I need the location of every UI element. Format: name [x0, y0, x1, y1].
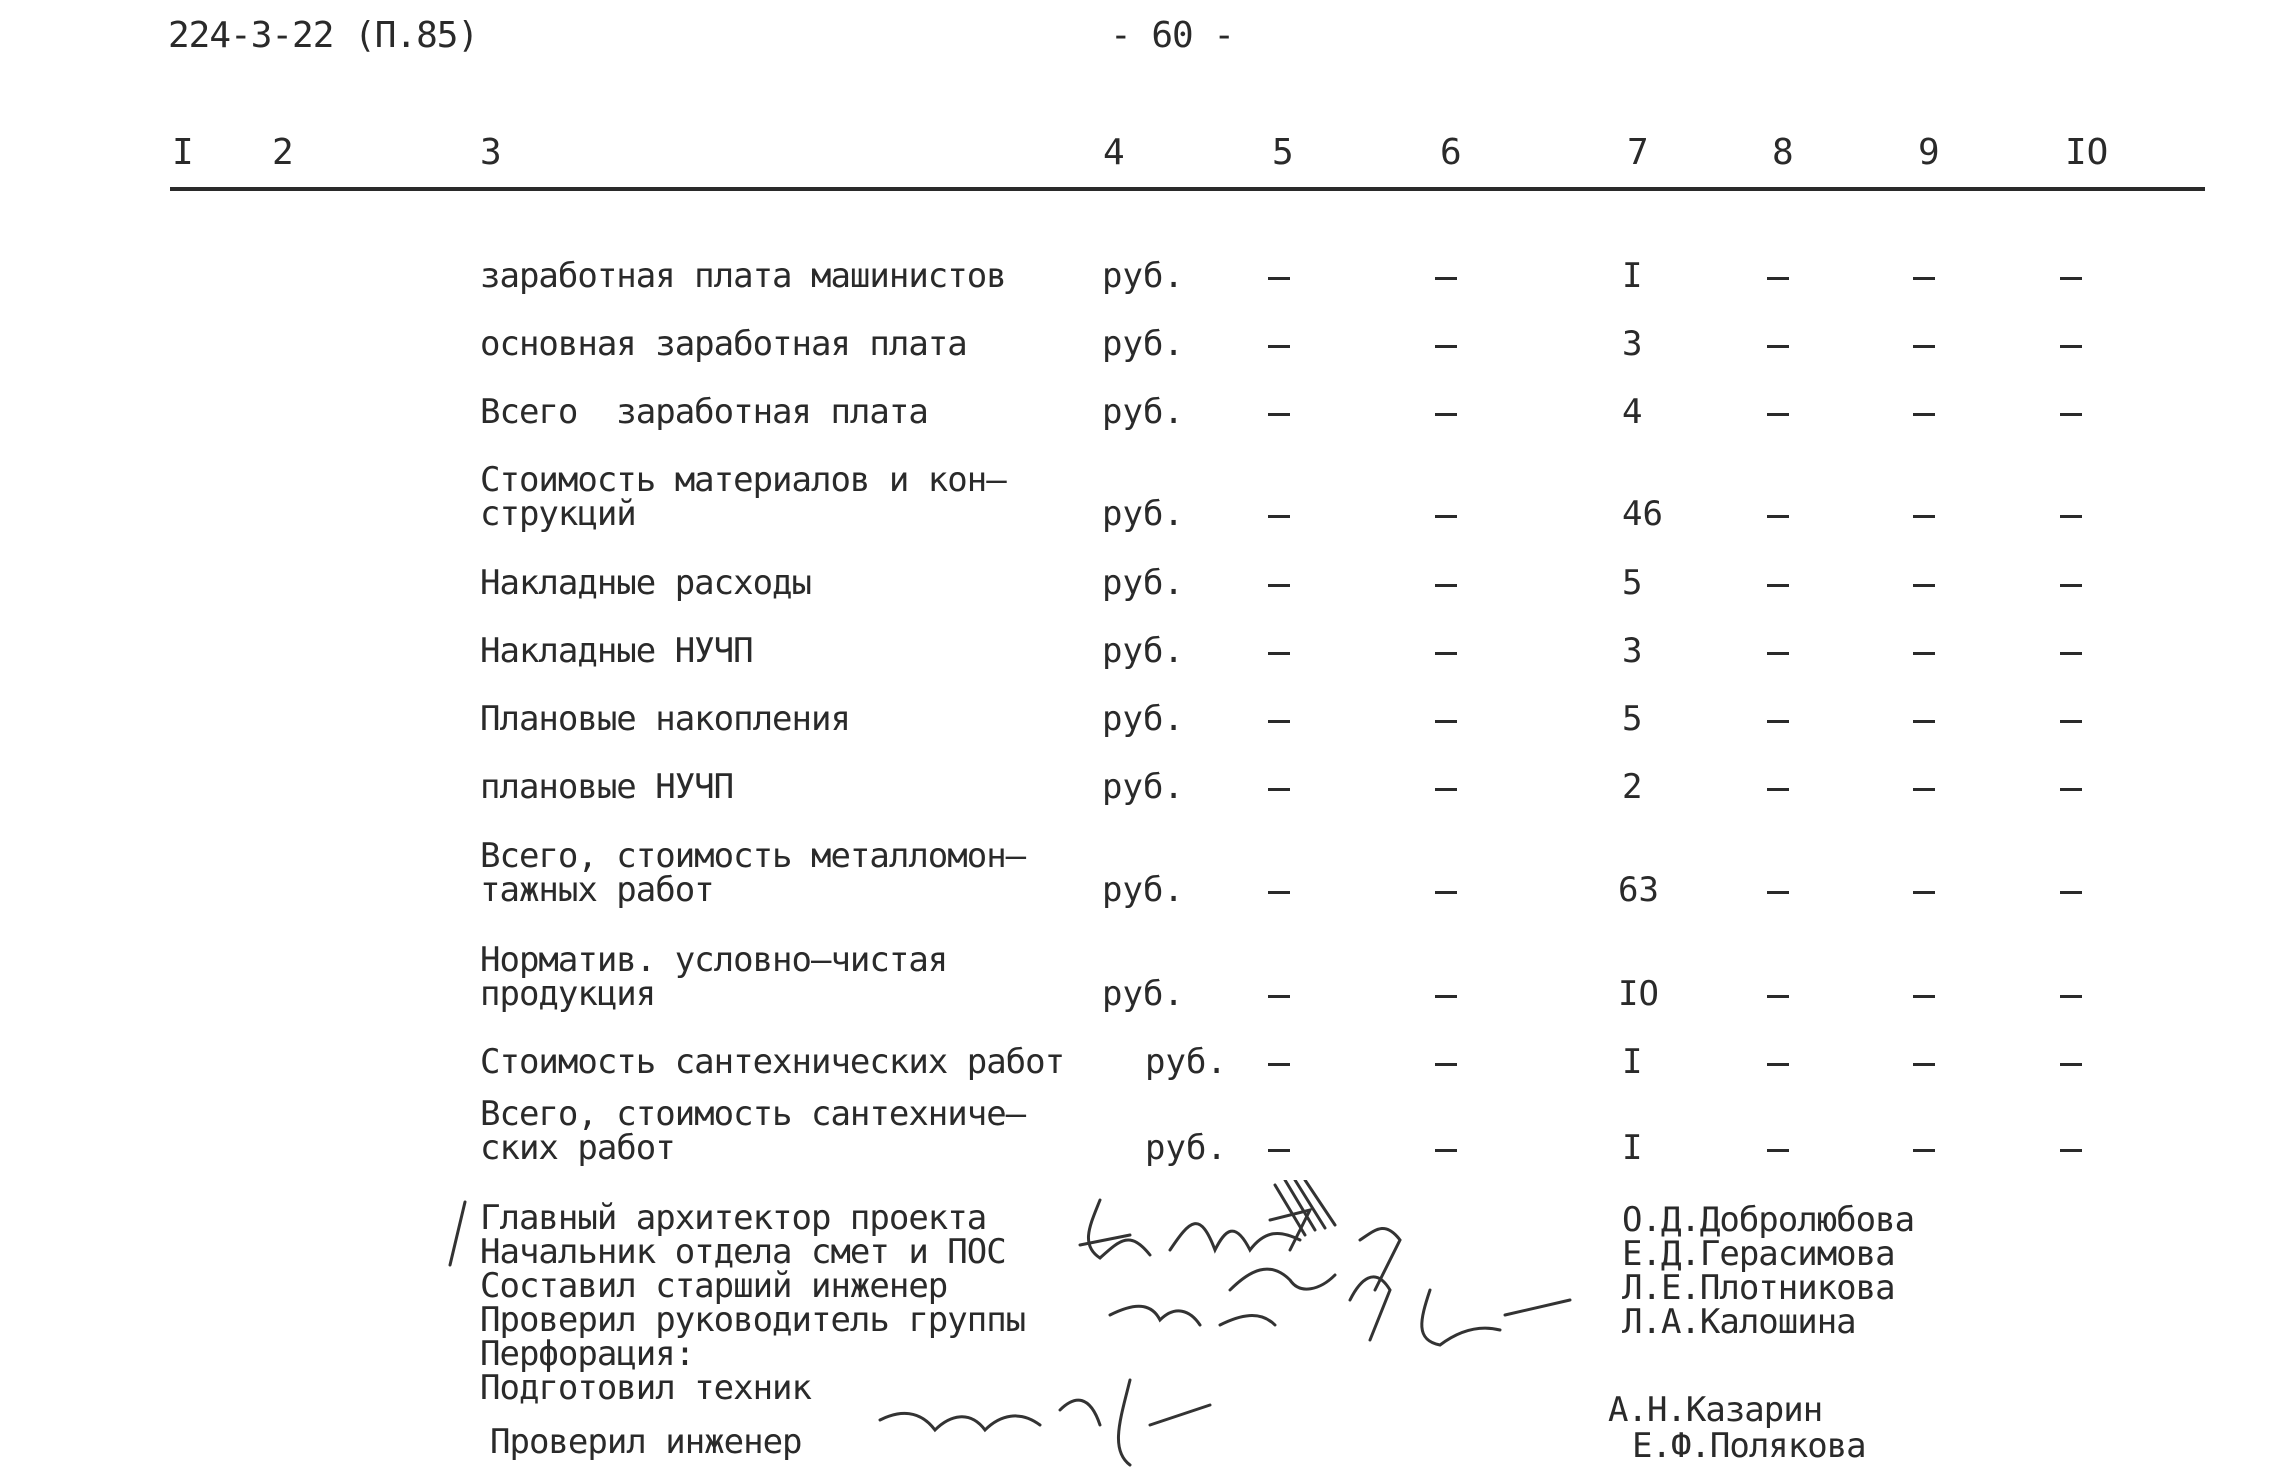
column-number-1: I [172, 132, 194, 173]
row-dash-col5 [1268, 788, 1290, 791]
row-dash-col10 [2060, 1149, 2082, 1152]
column-number-5: 5 [1272, 132, 1294, 173]
row-dash-col10 [2060, 995, 2082, 998]
row-dash-col8 [1767, 277, 1789, 280]
column-number-8: 8 [1772, 132, 1794, 173]
row-unit: руб. [1145, 1042, 1227, 1082]
signatory-name: А.Н.Казарин [1608, 1390, 1823, 1430]
row-name-line: Всего, стоимость сантехниче– [480, 1094, 1026, 1134]
row-name-line: Стоимость сантехнических работ [480, 1042, 1065, 1082]
row-dash-col9 [1913, 1063, 1935, 1066]
row-dash-col10 [2060, 345, 2082, 348]
signature-role: Подготовил техник [480, 1368, 811, 1408]
row-dash-col10 [2060, 891, 2082, 894]
row-unit: руб. [1102, 631, 1184, 671]
row-value-col7: 63 [1618, 870, 1659, 910]
row-dash-col6 [1435, 584, 1457, 587]
document-code: 224-3-22 (П.85) [168, 15, 479, 56]
row-name-line: Стоимость материалов и кон– [480, 460, 1006, 500]
row-dash-col8 [1767, 1063, 1789, 1066]
row-dash-col6 [1435, 891, 1457, 894]
row-dash-col10 [2060, 584, 2082, 587]
row-dash-col6 [1435, 995, 1457, 998]
row-name-line: ских работ [480, 1128, 675, 1168]
row-name-line: струкций [480, 494, 636, 534]
row-value-col7: 2 [1622, 767, 1643, 807]
handwritten-signatures [430, 1180, 1630, 1468]
row-value-col7: 3 [1622, 631, 1643, 671]
signature-role: Составил старший инженер [480, 1266, 948, 1306]
row-value-col7: 5 [1622, 699, 1643, 739]
row-dash-col6 [1435, 345, 1457, 348]
row-unit: руб. [1102, 974, 1184, 1014]
row-dash-col9 [1913, 515, 1935, 518]
row-unit: руб. [1102, 870, 1184, 910]
row-name-line: основная заработная плата [480, 324, 967, 364]
row-dash-col6 [1435, 652, 1457, 655]
row-dash-col8 [1767, 652, 1789, 655]
row-dash-col8 [1767, 1149, 1789, 1152]
signature-role: Начальник отдела смет и ПОС [480, 1232, 1006, 1272]
row-dash-col5 [1268, 652, 1290, 655]
row-dash-col6 [1435, 788, 1457, 791]
row-dash-col6 [1435, 277, 1457, 280]
column-number-6: 6 [1440, 132, 1462, 173]
row-dash-col10 [2060, 1063, 2082, 1066]
row-dash-col5 [1268, 1063, 1290, 1066]
row-name-line: Накладные расходы [480, 563, 811, 603]
row-unit: руб. [1145, 1128, 1227, 1168]
signature-role: Проверил руководитель группы [480, 1300, 1026, 1340]
row-name-line: заработная плата машинистов [480, 256, 1006, 296]
row-value-col7: 5 [1622, 563, 1643, 603]
row-name-line: Плановые накопления [480, 699, 850, 739]
row-dash-col9 [1913, 788, 1935, 791]
row-value-col7: I [1622, 1128, 1643, 1168]
row-name-line: Норматив. условно–чистая [480, 940, 948, 980]
column-number-10: IO [2065, 132, 2109, 173]
row-value-col7: 4 [1622, 392, 1643, 432]
row-dash-col9 [1913, 720, 1935, 723]
row-dash-col8 [1767, 515, 1789, 518]
header-rule [170, 187, 2205, 191]
row-dash-col10 [2060, 515, 2082, 518]
row-dash-col8 [1767, 345, 1789, 348]
row-name-line: продукция [480, 974, 656, 1014]
row-dash-col5 [1268, 277, 1290, 280]
column-number-7: 7 [1627, 132, 1649, 173]
row-dash-col9 [1913, 277, 1935, 280]
row-dash-col9 [1913, 891, 1935, 894]
row-dash-col10 [2060, 788, 2082, 791]
row-dash-col9 [1913, 413, 1935, 416]
signature-role: Перфорация: [480, 1334, 695, 1374]
row-unit: руб. [1102, 767, 1184, 807]
row-unit: руб. [1102, 256, 1184, 296]
row-value-col7: I [1622, 256, 1643, 296]
row-name-line: Всего заработная плата [480, 392, 928, 432]
row-dash-col9 [1913, 345, 1935, 348]
signatory-name: О.Д.Добролюбова [1622, 1200, 1915, 1240]
column-number-4: 4 [1103, 132, 1125, 173]
row-dash-col10 [2060, 413, 2082, 416]
row-dash-col5 [1268, 891, 1290, 894]
row-dash-col10 [2060, 720, 2082, 723]
row-dash-col9 [1913, 584, 1935, 587]
row-dash-col6 [1435, 515, 1457, 518]
row-dash-col8 [1767, 720, 1789, 723]
row-dash-col6 [1435, 720, 1457, 723]
row-dash-col8 [1767, 995, 1789, 998]
row-dash-col5 [1268, 413, 1290, 416]
row-unit: руб. [1102, 699, 1184, 739]
row-dash-col6 [1435, 1149, 1457, 1152]
row-value-col7: 46 [1622, 494, 1663, 534]
row-value-col7: I [1622, 1042, 1643, 1082]
row-dash-col9 [1913, 652, 1935, 655]
row-dash-col9 [1913, 995, 1935, 998]
signatory-name: Е.Д.Герасимова [1622, 1234, 1895, 1274]
row-name-line: тажных работ [480, 870, 714, 910]
row-unit: руб. [1102, 392, 1184, 432]
row-unit: руб. [1102, 563, 1184, 603]
row-name-line: Всего, стоимость металломон– [480, 836, 1026, 876]
signature-role: Проверил инженер [490, 1422, 802, 1462]
page-number: - 60 - [1110, 15, 1235, 56]
signatory-name: Л.А.Калошина [1622, 1302, 1856, 1342]
column-number-9: 9 [1918, 132, 1940, 173]
row-value-col7: IO [1618, 974, 1659, 1014]
row-unit: руб. [1102, 324, 1184, 364]
column-number-3: 3 [480, 132, 502, 173]
row-dash-col8 [1767, 584, 1789, 587]
row-dash-col8 [1767, 891, 1789, 894]
signature-role: Главный архитектор проекта [480, 1198, 987, 1238]
row-dash-col5 [1268, 720, 1290, 723]
row-dash-col9 [1913, 1149, 1935, 1152]
row-dash-col5 [1268, 584, 1290, 587]
row-name-line: плановые НУЧП [480, 767, 734, 807]
row-name-line: Накладные НУЧП [480, 631, 753, 671]
row-dash-col6 [1435, 413, 1457, 416]
row-dash-col8 [1767, 413, 1789, 416]
row-dash-col5 [1268, 1149, 1290, 1152]
signatory-name: Л.Е.Плотникова [1622, 1268, 1895, 1308]
row-value-col7: 3 [1622, 324, 1643, 364]
row-unit: руб. [1102, 494, 1184, 534]
row-dash-col8 [1767, 788, 1789, 791]
row-dash-col5 [1268, 345, 1290, 348]
row-dash-col5 [1268, 515, 1290, 518]
row-dash-col5 [1268, 995, 1290, 998]
signatory-name: Е.Ф.Полякова [1632, 1426, 1866, 1466]
column-number-2: 2 [272, 132, 294, 173]
row-dash-col6 [1435, 1063, 1457, 1066]
row-dash-col10 [2060, 277, 2082, 280]
row-dash-col10 [2060, 652, 2082, 655]
